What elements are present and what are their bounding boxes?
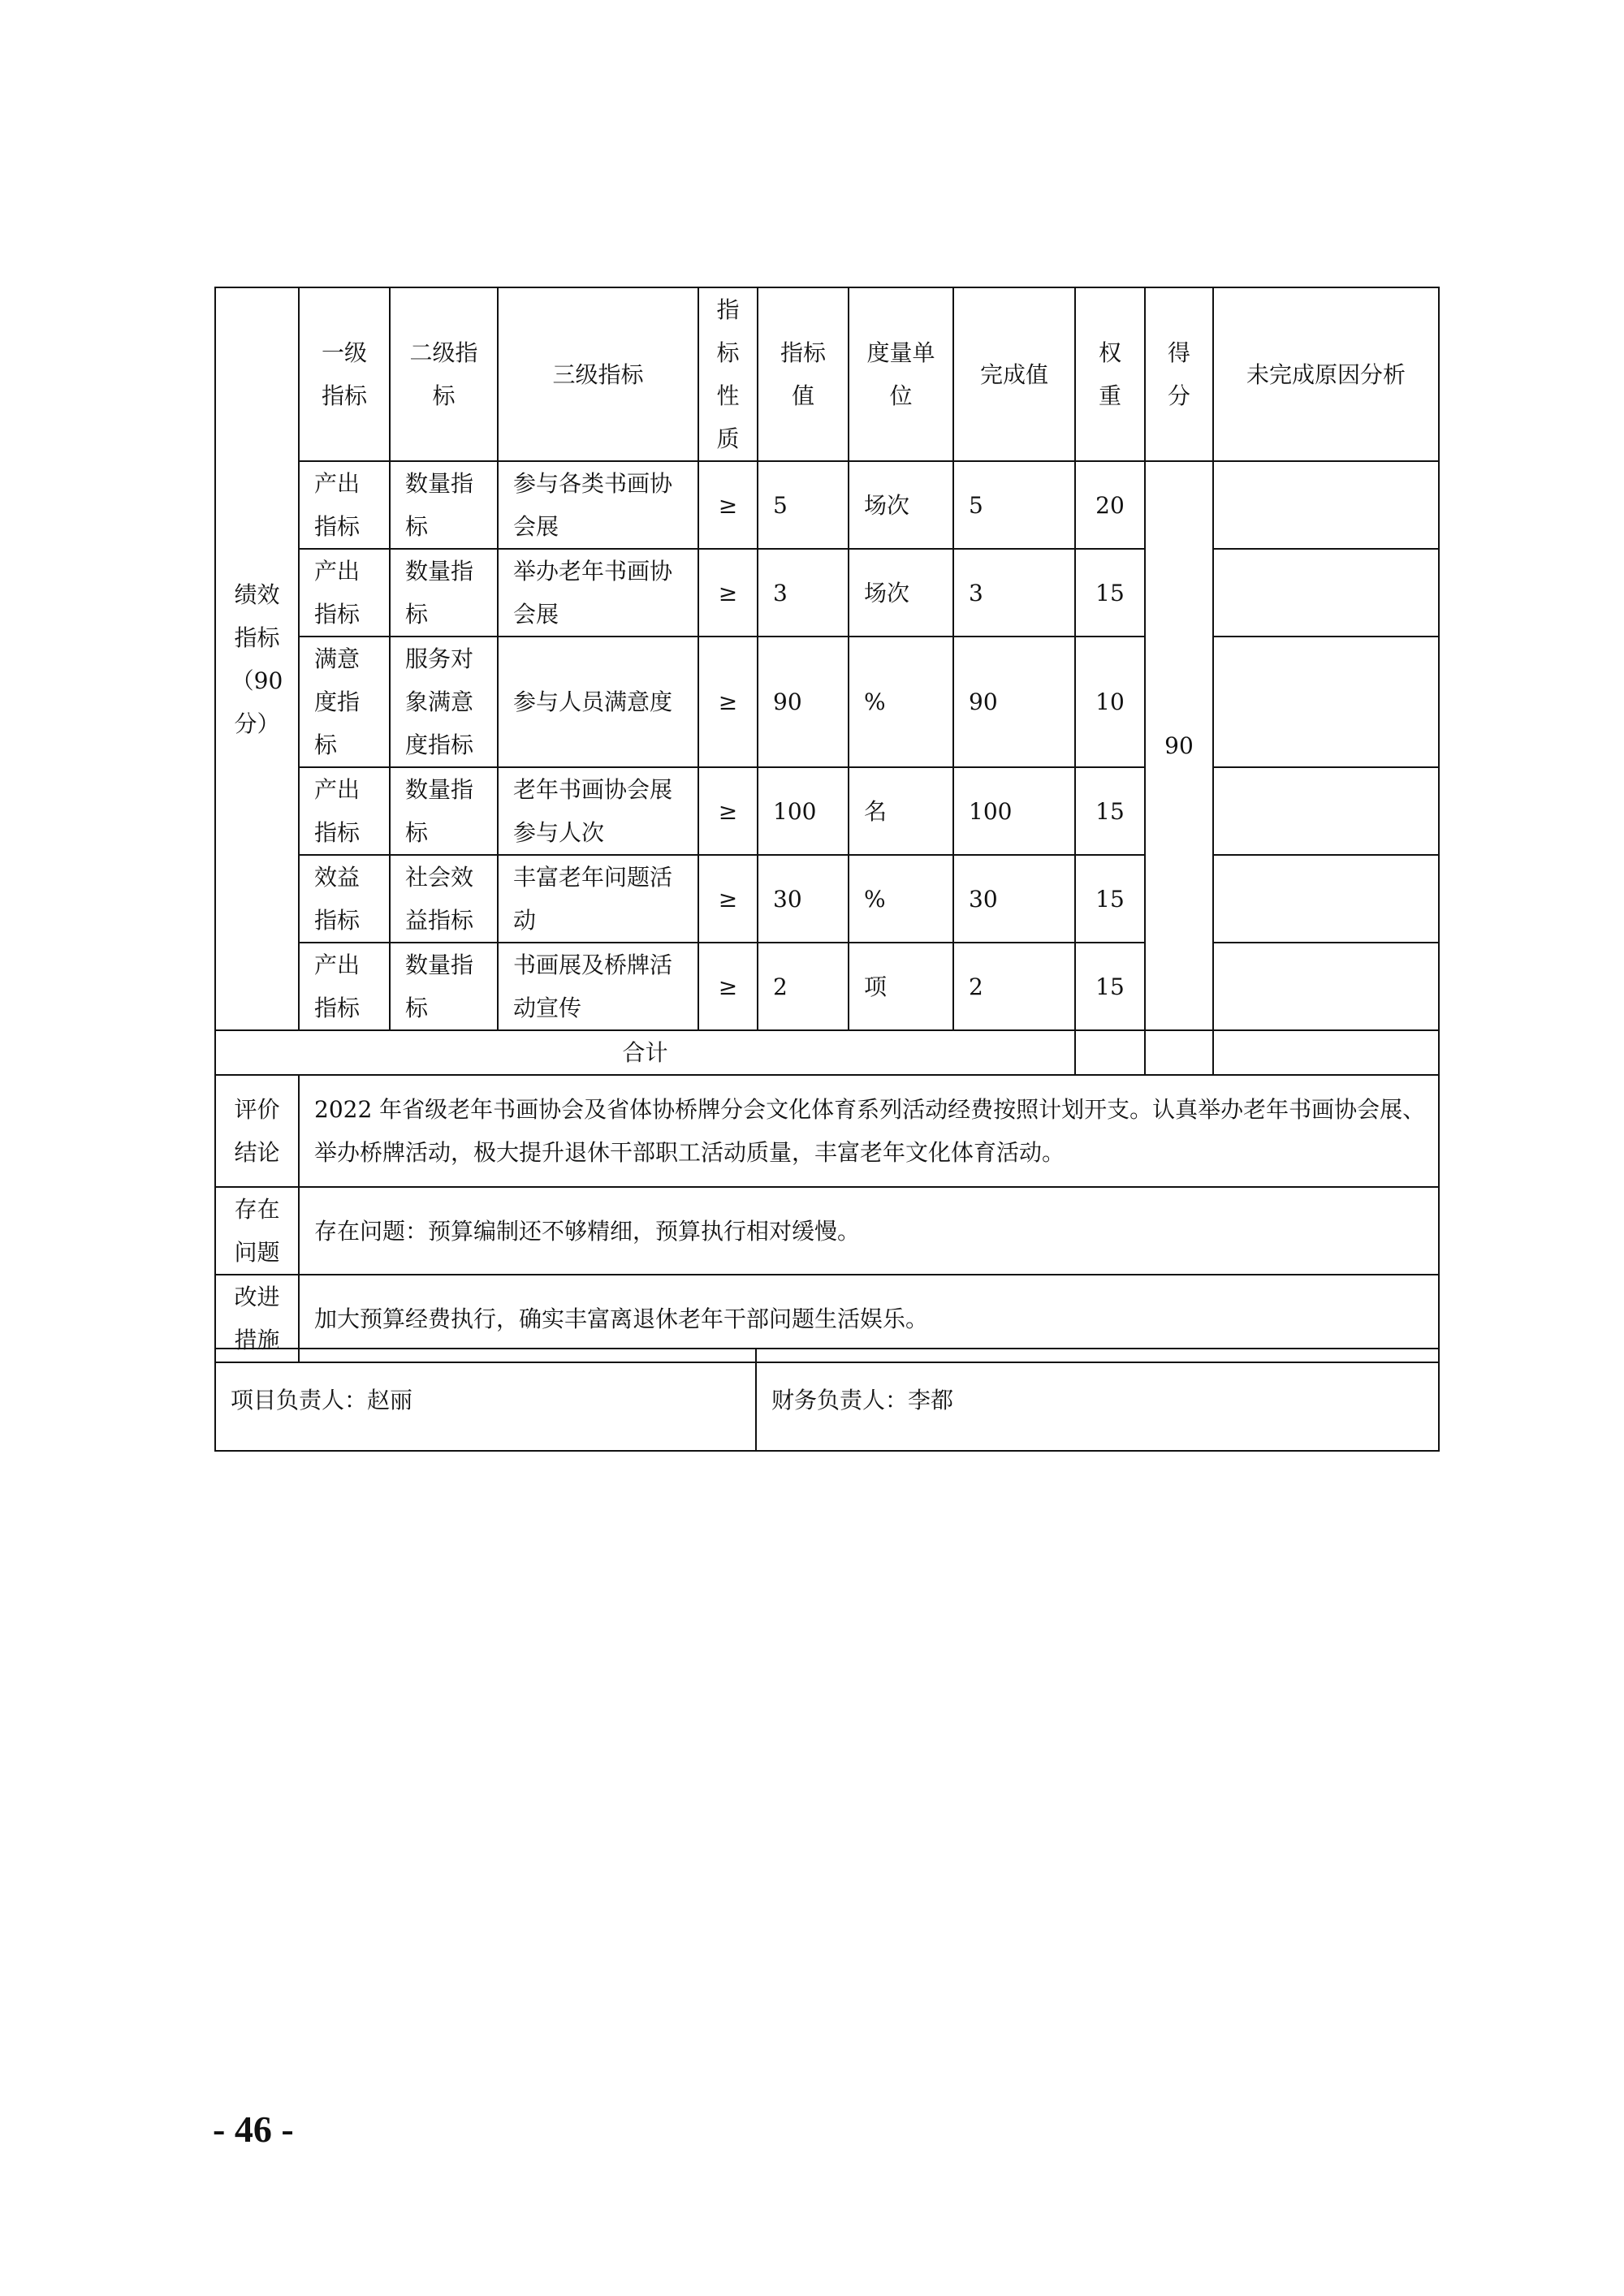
cell-reason xyxy=(1213,549,1439,637)
cell-reason xyxy=(1213,637,1439,767)
finance-lead: 财务负责人：李都 xyxy=(756,1349,1439,1451)
cell-target: 2 xyxy=(758,943,849,1030)
cell-target: 3 xyxy=(758,549,849,637)
measures-text: 加大预算经费执行，确实丰富离退休老年干部问题生活娱乐。 xyxy=(299,1275,1439,1362)
page-number: - 46 - xyxy=(213,2108,294,2150)
total-weight-cell xyxy=(1075,1030,1145,1075)
table-row xyxy=(215,461,1439,549)
cell-actual: 3 xyxy=(953,549,1075,637)
cell-level3: 书画展及桥牌活动宣传 xyxy=(498,943,698,1030)
cell-unit: 场次 xyxy=(849,461,953,549)
cell-level1: 产出指标 xyxy=(299,943,390,1030)
cell-target: 90 xyxy=(758,637,849,767)
cell-level3: 举办老年书画协会展 xyxy=(498,549,698,637)
header-reason: 未完成原因分析 xyxy=(1213,287,1439,461)
cell-unit: 名 xyxy=(849,767,953,855)
problems-text: 存在问题：预算编制还不够精细，预算执行相对缓慢。 xyxy=(299,1187,1439,1275)
total-label: 合计 xyxy=(215,1030,1075,1075)
section-label: 绩效指标（90分） xyxy=(215,287,299,1030)
cell-nature: ≥ xyxy=(698,461,758,549)
header-unit: 度量单位 xyxy=(849,287,953,461)
cell-level2: 数量指标 xyxy=(390,767,498,855)
header-level3: 三级指标 xyxy=(498,287,698,461)
measures-label: 改进措施 xyxy=(215,1275,299,1362)
performance-table xyxy=(214,287,1440,1363)
signature-table xyxy=(214,1348,1440,1452)
cell-actual: 90 xyxy=(953,637,1075,767)
cell-level3: 丰富老年问题活动 xyxy=(498,855,698,943)
cell-nature: ≥ xyxy=(698,767,758,855)
cell-level1: 产出指标 xyxy=(299,549,390,637)
cell-level1: 满意度指标 xyxy=(299,637,390,767)
project-lead: 项目负责人：赵丽 xyxy=(215,1349,756,1451)
problems-row xyxy=(215,1187,1439,1275)
table-row xyxy=(215,855,1439,943)
header-score: 得分 xyxy=(1145,287,1213,461)
cell-nature: ≥ xyxy=(698,943,758,1030)
cell-target: 30 xyxy=(758,855,849,943)
cell-weight: 15 xyxy=(1075,855,1145,943)
cell-reason xyxy=(1213,767,1439,855)
total-reason-cell xyxy=(1213,1030,1439,1075)
header-level1: 一级指标 xyxy=(299,287,390,461)
cell-level3: 参与各类书画协会展 xyxy=(498,461,698,549)
total-row xyxy=(215,1030,1439,1075)
cell-actual: 30 xyxy=(953,855,1075,943)
cell-score-total: 90 xyxy=(1145,461,1213,1030)
cell-nature: ≥ xyxy=(698,855,758,943)
header-level2: 二级指标 xyxy=(390,287,498,461)
cell-nature: ≥ xyxy=(698,549,758,637)
conclusion-text: 2022 年省级老年书画协会及省体协桥牌分会文化体育系列活动经费按照计划开支。认真举办老年书画协会展、举办桥牌活动，极大提升退休干部职工活动质量，丰富老年文化体育活动。 xyxy=(299,1075,1439,1187)
cell-target: 5 xyxy=(758,461,849,549)
table-row xyxy=(215,943,1439,1030)
table-row xyxy=(215,637,1439,767)
cell-weight: 15 xyxy=(1075,943,1145,1030)
cell-level3: 老年书画协会展参与人次 xyxy=(498,767,698,855)
total-score-cell xyxy=(1145,1030,1213,1075)
cell-weight: 15 xyxy=(1075,549,1145,637)
cell-level2: 服务对象满意度指标 xyxy=(390,637,498,767)
cell-actual: 100 xyxy=(953,767,1075,855)
header-nature: 指标性质 xyxy=(698,287,758,461)
cell-unit: 场次 xyxy=(849,549,953,637)
cell-level2: 社会效益指标 xyxy=(390,855,498,943)
cell-unit: 项 xyxy=(849,943,953,1030)
cell-level1: 产出指标 xyxy=(299,767,390,855)
conclusion-label: 评价结论 xyxy=(215,1075,299,1187)
signature-row xyxy=(215,1349,1439,1451)
problems-label: 存在问题 xyxy=(215,1187,299,1275)
header-target: 指标值 xyxy=(758,287,849,461)
cell-level1: 效益指标 xyxy=(299,855,390,943)
cell-weight: 20 xyxy=(1075,461,1145,549)
cell-reason xyxy=(1213,855,1439,943)
cell-actual: 5 xyxy=(953,461,1075,549)
table-row xyxy=(215,549,1439,637)
cell-level1: 产出指标 xyxy=(299,461,390,549)
cell-level3: 参与人员满意度 xyxy=(498,637,698,767)
cell-weight: 15 xyxy=(1075,767,1145,855)
conclusion-row xyxy=(215,1075,1439,1187)
cell-level2: 数量指标 xyxy=(390,943,498,1030)
header-weight: 权重 xyxy=(1075,287,1145,461)
cell-reason xyxy=(1213,461,1439,549)
cell-nature: ≥ xyxy=(698,637,758,767)
cell-target: 100 xyxy=(758,767,849,855)
cell-unit: % xyxy=(849,637,953,767)
cell-level2: 数量指标 xyxy=(390,549,498,637)
header-actual: 完成值 xyxy=(953,287,1075,461)
cell-unit: % xyxy=(849,855,953,943)
table-row xyxy=(215,767,1439,855)
cell-weight: 10 xyxy=(1075,637,1145,767)
cell-level2: 数量指标 xyxy=(390,461,498,549)
header-row xyxy=(215,287,1439,461)
cell-reason xyxy=(1213,943,1439,1030)
cell-actual: 2 xyxy=(953,943,1075,1030)
